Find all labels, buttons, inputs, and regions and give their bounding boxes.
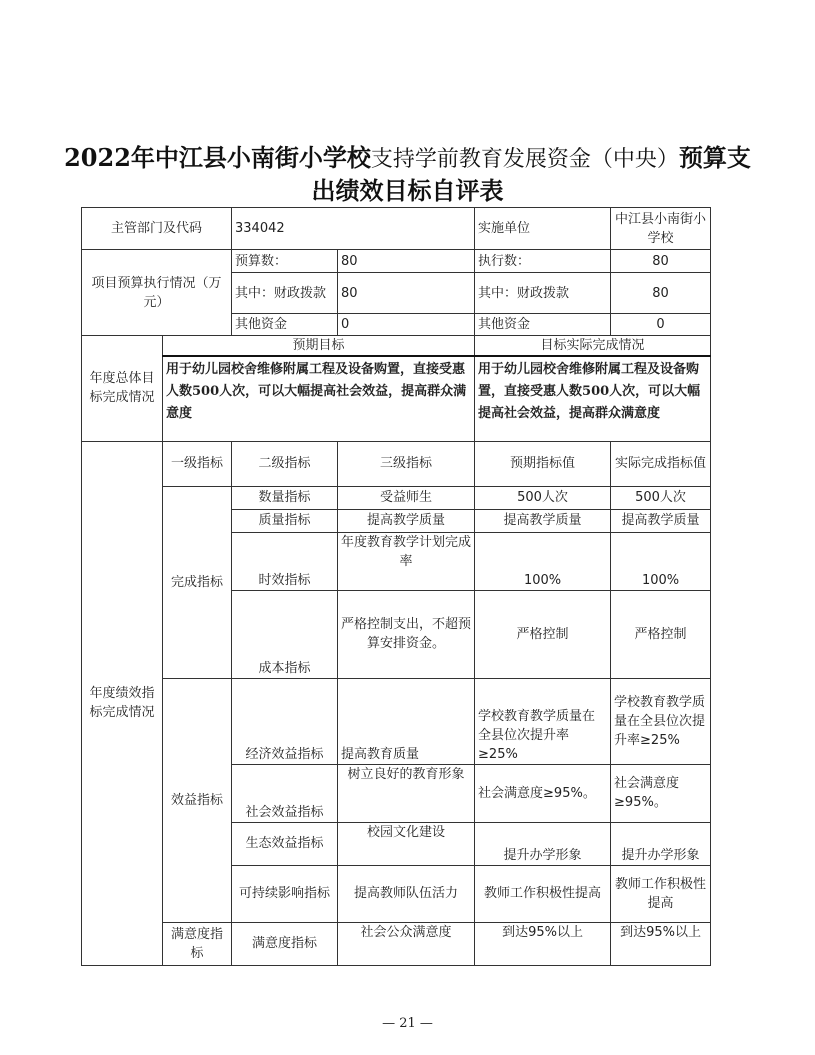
actual-satisfaction: 到达95%以上 <box>611 922 711 965</box>
table-row <box>82 441 711 486</box>
expected-social: 社会满意度≥95%。 <box>475 764 611 822</box>
title-sub: 支持学前教育发展资金（中央） <box>370 147 679 172</box>
l2-social: 社会效益指标 <box>232 764 338 822</box>
other-funds-value: 0 <box>338 314 475 336</box>
indicators-section-label: 年度绩效指标完成情况 <box>82 441 163 965</box>
header-level3: 三级指标 <box>338 441 475 486</box>
fiscal-value: 80 <box>338 273 475 314</box>
l3-social: 树立良好的教育形象 <box>338 764 475 822</box>
title-end: 预算支 <box>678 143 751 172</box>
table-row <box>82 486 711 509</box>
executed-value: 80 <box>611 250 711 273</box>
l3-timeliness: 年度教育教学计划完成率 <box>338 532 475 590</box>
page-number: — 21 — <box>382 1016 433 1031</box>
header-level1: 一级指标 <box>163 441 232 486</box>
l3-satisfaction: 社会公众满意度 <box>338 922 475 965</box>
l2-quantity: 数量指标 <box>232 486 338 509</box>
group-satisfaction: 满意度指标 <box>163 922 232 965</box>
executed-label: 执行数： <box>475 250 611 273</box>
fiscal-value-2: 80 <box>611 273 711 314</box>
dept-label: 主管部门及代码 <box>82 208 232 250</box>
l3-quality: 提高教学质量 <box>338 509 475 532</box>
other-funds-label-2: 其他资金 <box>475 314 611 336</box>
l3-quantity: 受益师生 <box>338 486 475 509</box>
performance-table <box>81 207 711 966</box>
expected-quantity: 500人次 <box>475 486 611 509</box>
expected-ecological: 提升办学形象 <box>475 822 611 865</box>
header-level2: 二级指标 <box>232 441 338 486</box>
l3-cost: 严格控制支出，不超预算安排资金。 <box>338 590 475 678</box>
l2-cost: 成本指标 <box>232 590 338 678</box>
table-row <box>82 208 711 250</box>
actual-ecological: 提升办学形象 <box>611 822 711 865</box>
l2-quality: 质量指标 <box>232 509 338 532</box>
table-row <box>82 922 711 965</box>
l2-satisfaction: 满意度指标 <box>232 922 338 965</box>
expected-goal-text: 用于幼儿园校舍维修附属工程及设备购置，直接受惠人数500人次，可以大幅提高社会效益，提高群众满意度 <box>163 356 475 441</box>
fiscal-label-2: 其中：财政拨款 <box>475 273 611 314</box>
l3-sustainable: 提高教师队伍活力 <box>338 865 475 922</box>
other-funds-value-2: 0 <box>611 314 711 336</box>
other-funds-label: 其他资金 <box>232 314 338 336</box>
l2-economic: 经济效益指标 <box>232 678 338 764</box>
l3-ecological: 校园文化建设 <box>338 822 475 865</box>
actual-cost: 严格控制 <box>611 590 711 678</box>
l3-economic: 提高教育质量 <box>338 678 475 764</box>
budget-section-label: 项目预算执行情况（万元） <box>82 250 232 336</box>
actual-quantity: 500人次 <box>611 486 711 509</box>
group-completion: 完成指标 <box>163 486 232 678</box>
actual-timeliness: 100% <box>611 532 711 590</box>
expected-cost: 严格控制 <box>475 590 611 678</box>
table-row <box>82 336 711 357</box>
expected-sustainable: 教师工作积极性提高 <box>475 865 611 922</box>
l2-ecological: 生态效益指标 <box>232 822 338 865</box>
title-main: 2022年中江县小南街小学校 <box>64 143 371 172</box>
actual-social: 社会满意度≥95%。 <box>611 764 711 822</box>
actual-goal-header: 目标实际完成情况 <box>475 336 711 357</box>
l2-sustainable: 可持续影响指标 <box>232 865 338 922</box>
actual-sustainable: 教师工作积极性提高 <box>611 865 711 922</box>
document-title-line2: 出绩效目标自评表 <box>311 176 504 205</box>
expected-satisfaction: 到达95%以上 <box>475 922 611 965</box>
header-actual: 实际完成指标值 <box>611 441 711 486</box>
expected-goal-header: 预期目标 <box>163 336 475 357</box>
dept-code: 334042 <box>232 208 475 250</box>
unit-label: 实施单位 <box>475 208 611 250</box>
expected-quality: 提高教学质量 <box>475 509 611 532</box>
actual-goal-text: 用于幼儿园校舍维修附属工程及设备购置，直接受惠人数500人次，可以大幅提高社会效益，提高群众满意度 <box>475 356 711 441</box>
actual-economic: 学校教育教学质量在全县位次提升率≥25% <box>611 678 711 764</box>
document-title-line1 <box>40 142 775 176</box>
table-row <box>82 678 711 764</box>
table-row <box>82 356 711 441</box>
table-row <box>82 250 711 273</box>
header-expected: 预期指标值 <box>475 441 611 486</box>
group-benefit: 效益指标 <box>163 678 232 922</box>
unit-value: 中江县小南街小学校 <box>611 208 711 250</box>
actual-quality: 提高教学质量 <box>611 509 711 532</box>
budget-value: 80 <box>338 250 475 273</box>
budget-label: 预算数： <box>232 250 338 273</box>
expected-timeliness: 100% <box>475 532 611 590</box>
goals-section-label: 年度总体目标完成情况 <box>82 336 163 442</box>
fiscal-label: 其中：财政拨款 <box>232 273 338 314</box>
l2-timeliness: 时效指标 <box>232 532 338 590</box>
expected-economic: 学校教育教学质量在全县位次提升率≥25% <box>475 678 611 764</box>
